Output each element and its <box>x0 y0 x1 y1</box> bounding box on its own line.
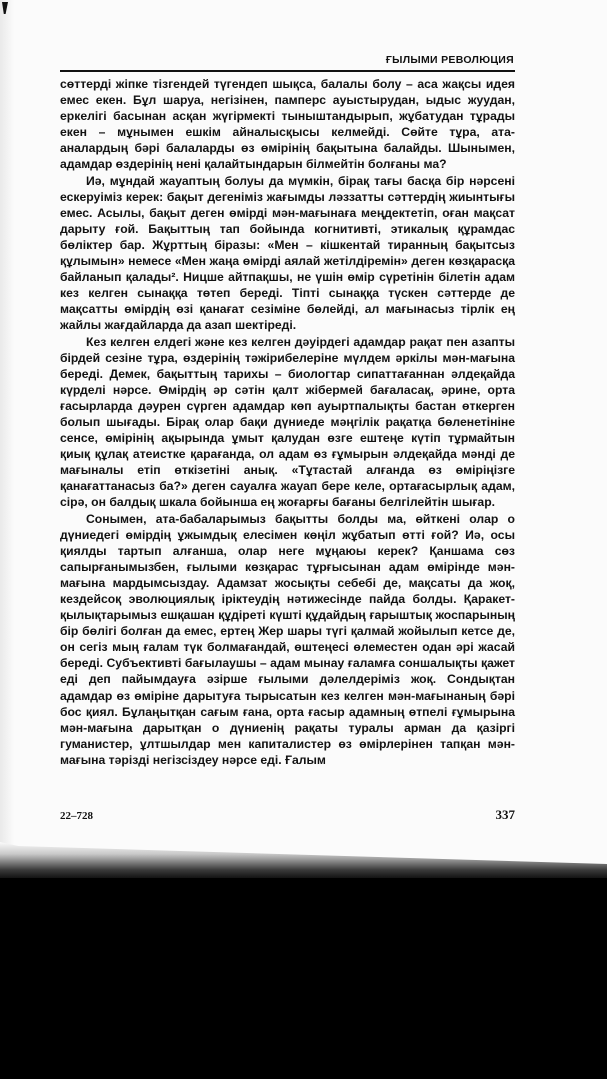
scan-edge <box>0 842 607 882</box>
paragraph-1: сөттерді жіпке тізгендей түгендеп шықса, балалы болу – аса жақсы идея емес екен. Бұл шаруа, негізінен, памперс ауыстырудан, ыдыс жуудан, еркелігі басынан асқан жүгірмекті тыныштандырып, жұбатудан тұрады екен – мұнымен ешкім айналысқысы келмейді. Сөйте тұра, ата-аналардың бәрі балаларды өз өмірінің бақытына балайды. Шынымен, адамдар өздерінің нені қалайтындарын білмейтін болғаны ма? <box>60 77 515 172</box>
binding-shadow <box>0 0 14 860</box>
body-text <box>60 76 515 768</box>
paragraph-2: Иә, мұндай жауаптың болуы да мүмкін, бірақ тағы басқа бір нәрсені ескеруіміз керек: бақыт дегеніміз жағымды ләззатты сәттердің жиынтығы емес. Асылы, бақыт деген өмірді мән-мағынаға меңдектетіп, оған мақсат дарыту ғой. Бақыттың тап бойында когнитивті, этикалық құрамдас бөліктер бар. Жұрттың біразы: «Мен – кішкентай тиранның бақытсыз құлымын» немесе «Мен жаңа өмірді аялай жетілдіремін» деген көзқарасқа байланып қалады². Ницше айтпақшы, не үшін өмір сүретінін білетін адам кез келген сынаққа төтеп береді. Тіпті сынаққа түскен сәттерде де мақсатты өмірдің өзі қанағат сезіміне бөлейді, ал мағынасыз тірлік ең жайлы жағдайларда да азап шектіреді. <box>60 173 515 333</box>
page-number: 337 <box>495 807 515 822</box>
running-head: ҒЫЛЫМИ РЕВОЛЮЦИЯ <box>385 54 514 66</box>
header-rule <box>60 70 515 72</box>
signature-mark: 22–728 <box>60 810 93 822</box>
paragraph-4: Сонымен, ата-бабаларымыз бақытты болды ма, өйткені олар о дүниедегі өмірдің ұжымдық елесімен көңіл жұбатып өтті ғой? Иә, осы қиялды тартып алғанша, олар неге мұңаюы керек? Қаншама сөз сапырғанымызбен, ғылыми көзқарас тұрғысынан адам өмірінде мән-мағына мардымсыздау. Адамзат жосықты себебі де, мақсаты да жоқ, кездейсоқ эволюциялық іріктеудің нәтижесінде пайда болды. Қаракет-қылықтарымыз ешқашан құдіреті күшті құдайдың ғарыштық жоспарының бір бөлігі болған да емес, ертең Жер шары түгі қалмай жойылып кетсе де, он сегіз мың ғалам түк болмағандай, өштеңесі өлеместен одан әрі жасай береді. Субъективті бағылаушы – адам мынау ғаламға соншалықты қажет еді деп пайымдауға әзірше ғылыми дәлелдеріміз жоқ. Сондықтан адамдар өз өміріне дарытуға тырысатын кез келген мән-мағынаның бәрі бос қиял. Бұлаңытқан сағым ғана, орта ғасыр адамның өтпелі ғұмырына мән-мағына дарытқан о дүниенің рақаты туралы арман да қазіргі гуманистер, ұлтшылдар мен капиталистер өз өмірлерінен тапқан мән-мағына тәрізді негізсіздеу нәрсе еді. Ғалым <box>60 511 515 767</box>
paragraph-3: Кез келген елдегі және кез келген дәуірдегі адамдар рақат пен азапты бірдей сезіне тұра, өздерінің тәжірибелеріне мүлдем әркілы мән-мағына береді. Демек, бақыттың тарихы – биологтар сипаттағаннан әлдеқайда күрделі нәрсе. Өмірдің әр сәтін қалт жібермей бағаласақ, әрине, орта ғасырларда дәурен сүрген адамдар көп ауыртпалықты бастан өткерген болып шығады. Бірақ олар бақи дүниеде мәңгілік рақатқа бөленетініне сенсе, өмірінің ақырында ұмыт қалудан өзге ештеңе күтіп тұрмайтын қиық құлақ атеистке қарағанда, ол адам өз ғұмырын әлдеқайда мәнді де мағыналы етіп өткізетіні анық. «Тұтастай алғанда өз өміріңізге қанағаттанасыз ба?» деген сауалға жауап бере келе, ортағасырлық адам, сірә, он балдық шкала бойынша ең жоғарғы бағаны белгілейтін шығар. <box>60 334 515 510</box>
scan-background <box>0 878 607 1079</box>
